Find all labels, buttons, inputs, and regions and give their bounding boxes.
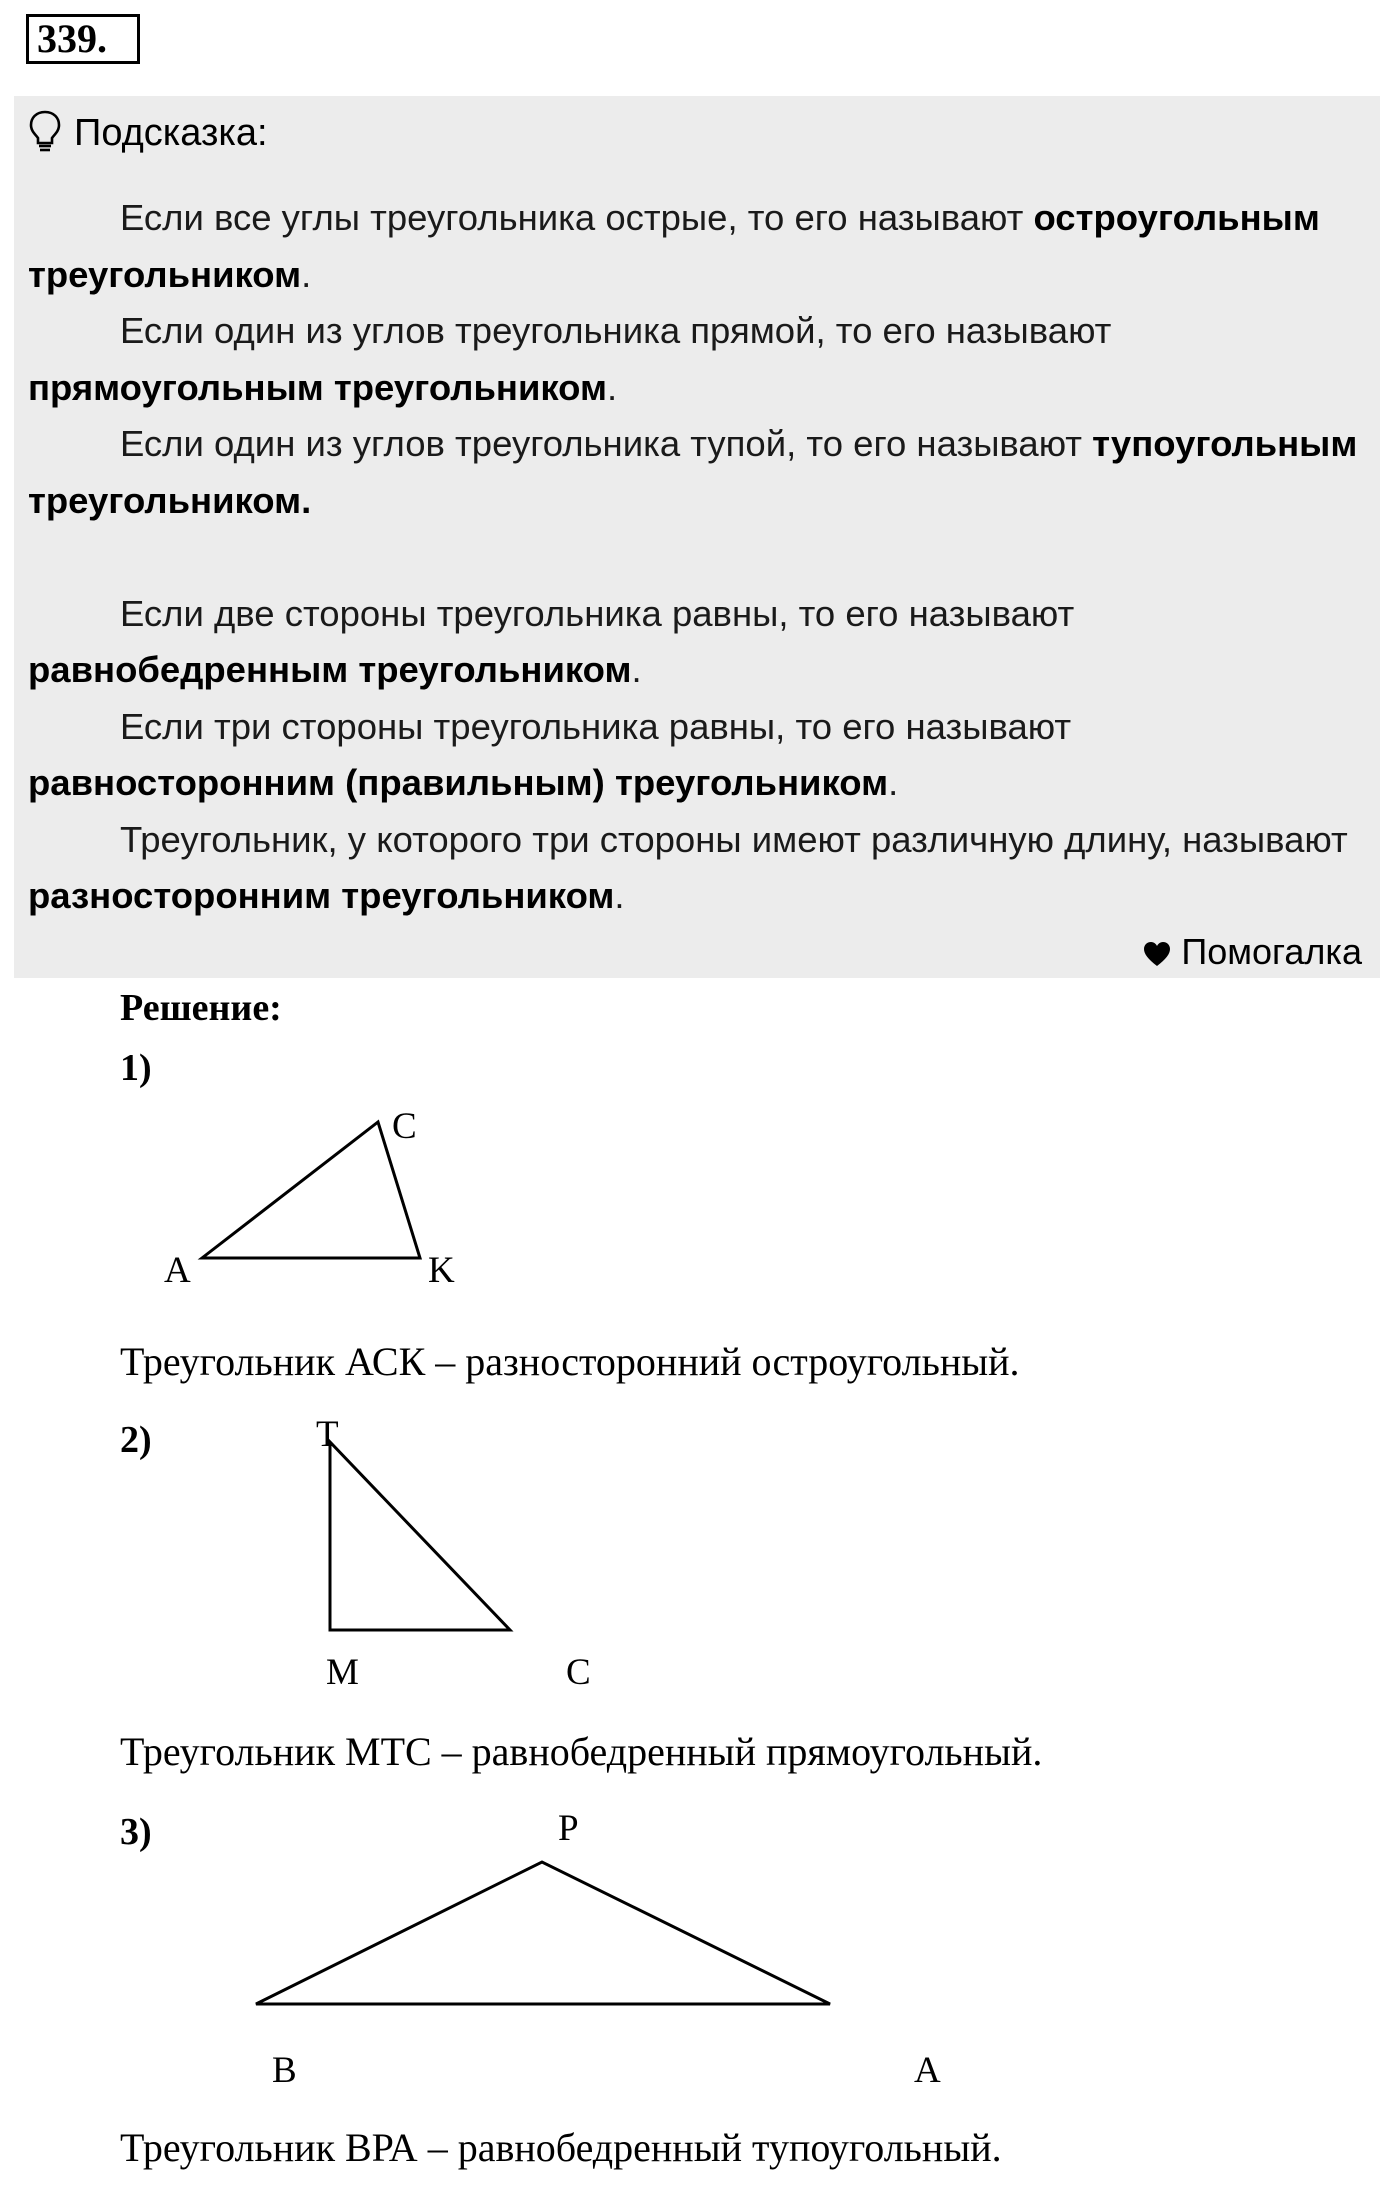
- step-number: 2): [120, 1419, 152, 1461]
- hint-paragraph: Если один из углов треугольника тупой, то его называют тупоугольным треугольником.: [28, 423, 1358, 521]
- vertex-label: B: [272, 2050, 297, 2091]
- step-number: 1): [120, 1047, 152, 1089]
- hint-term: равнобедренным треугольником: [28, 649, 632, 690]
- hint-paragraph: Если две стороны треугольника равны, то его называют равнобедренным треугольником.: [28, 592, 1075, 690]
- solution-caption: Треугольник ВРА – равнобедренный тупоугольный.: [120, 2125, 1002, 2170]
- vertex-label: A: [164, 1250, 191, 1291]
- hint-term: равносторонним (правильным) треугольником: [28, 762, 889, 803]
- triangle-bpa: [256, 1862, 830, 2004]
- vertex-label: P: [558, 1808, 579, 1849]
- exercise-number: 339.: [26, 14, 140, 64]
- triangle-mtc: [330, 1442, 510, 1630]
- hint-paragraph: Если три стороны треугольника равны, то его называют равносторонним (правильным) треугольником.: [28, 705, 1072, 803]
- triangle-ack: [202, 1122, 420, 1258]
- hint-paragraph: Треугольник, у которого три стороны имеют различную длину, называют разносторонним треугольником.: [28, 818, 1348, 916]
- hint-paragraph: Если один из углов треугольника прямой, то его называют прямоугольным треугольником.: [28, 310, 1112, 408]
- step-number: 3): [120, 1811, 152, 1853]
- hint-term: разносторонним треугольником: [28, 875, 615, 916]
- hint-term: тупоугольным треугольником.: [28, 423, 1358, 521]
- vertex-label: M: [326, 1652, 359, 1693]
- solution-title: Решение:: [120, 987, 282, 1029]
- hint-paragraph: Если все углы треугольника острые, то его называют остроугольным треугольником.: [28, 197, 1320, 295]
- solution-caption: Треугольник АСК – разносторонний остроугольный.: [120, 1339, 1020, 1384]
- vertex-label: C: [566, 1652, 591, 1693]
- vertex-label: K: [428, 1250, 455, 1291]
- solution-caption: Треугольник МТС – равнобедренный прямоугольный.: [120, 1729, 1043, 1774]
- brand-label: Помогалка: [1143, 924, 1362, 980]
- vertex-label: C: [392, 1106, 417, 1147]
- hint-term: остроугольным треугольником: [28, 197, 1320, 295]
- vertex-label: T: [316, 1414, 339, 1455]
- vertex-label: A: [914, 2050, 941, 2091]
- hint-term: прямоугольным треугольником: [28, 366, 607, 408]
- hint-title: Подсказка:: [74, 112, 268, 154]
